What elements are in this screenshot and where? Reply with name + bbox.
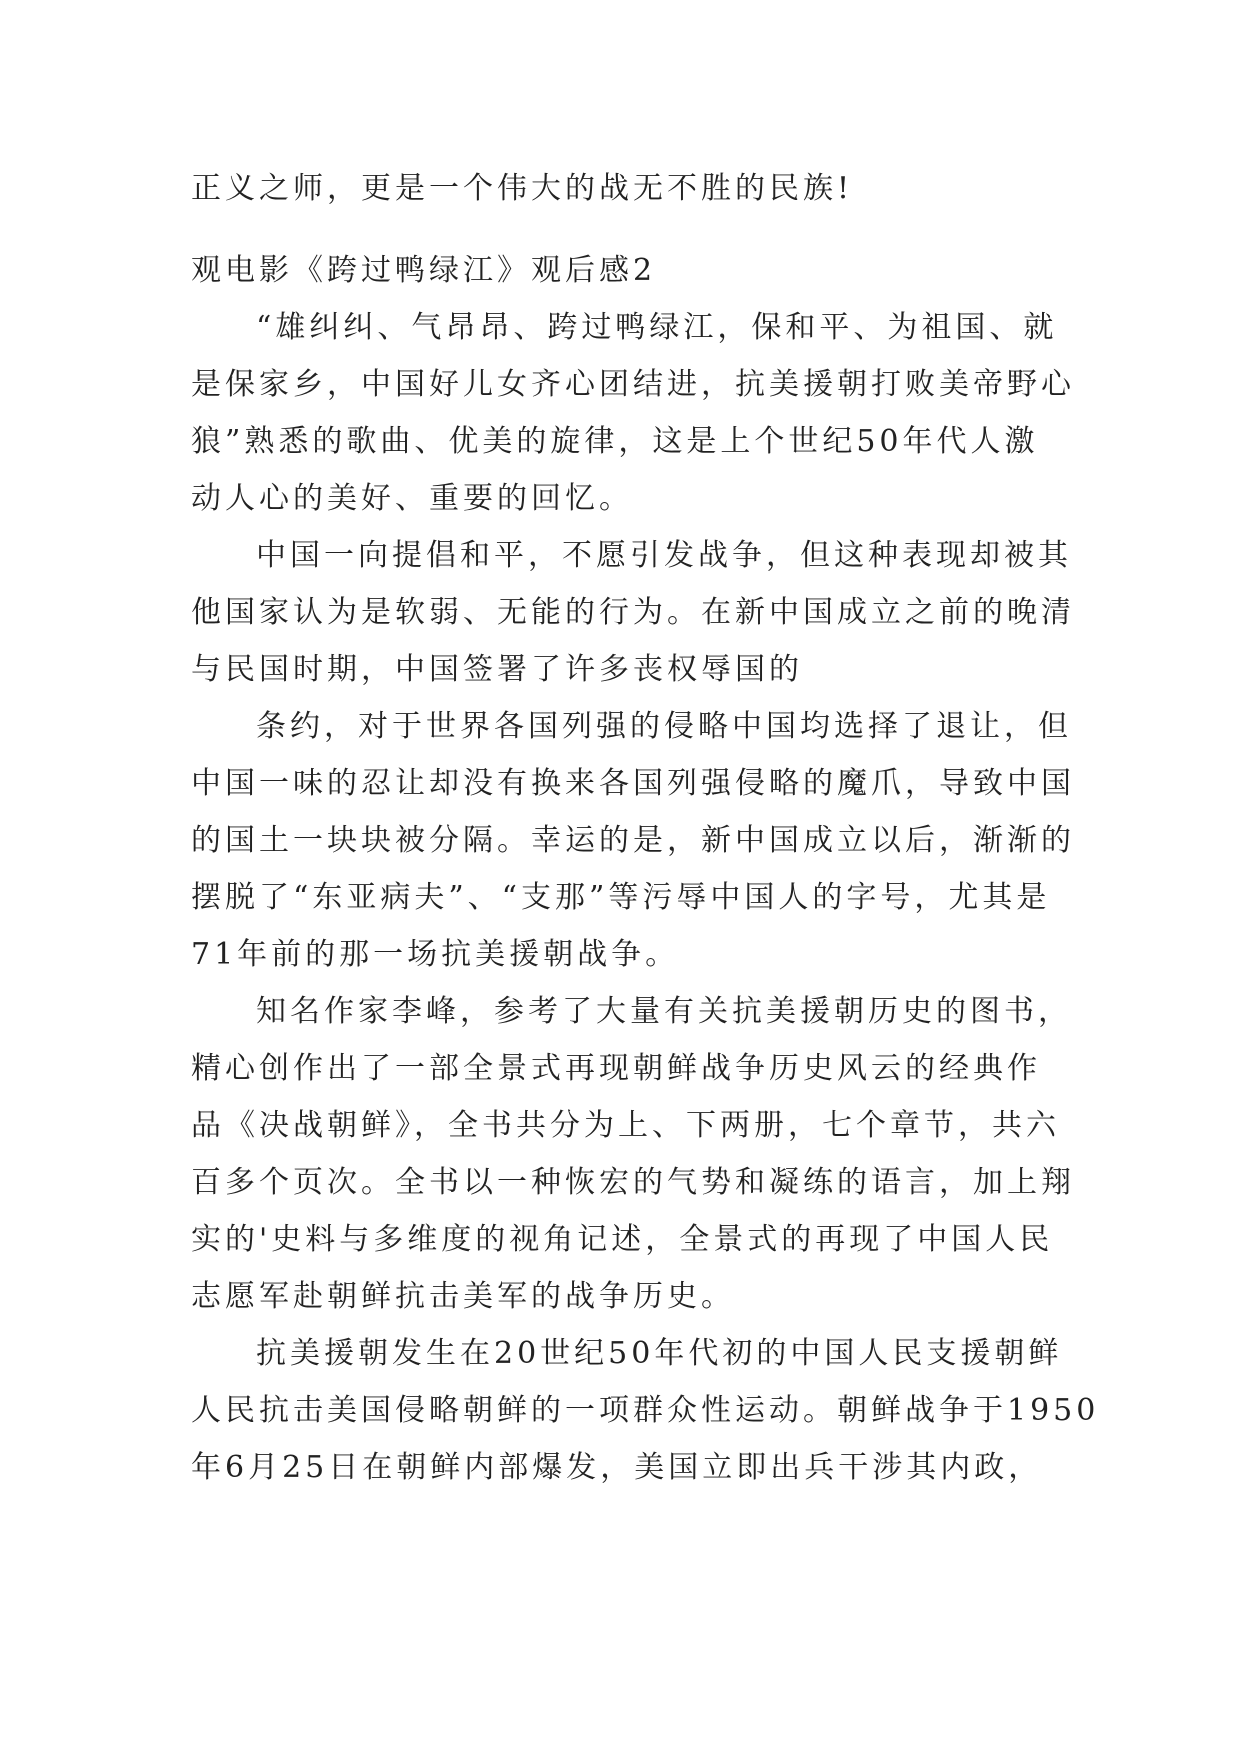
paragraph-line: 摆脱了“东亚病夫”、“支那”等污辱中国人的字号，尤其是	[191, 880, 1051, 915]
paragraph-line: 是保家乡，中国好儿女齐心团结进，抗美援朝打败美帝野心	[191, 367, 1075, 402]
paragraph-line: 精心创作出了一部全景式再现朝鲜战争历史风云的经典作	[191, 1051, 1041, 1086]
paragraph-line: 知名作家李峰，参考了大量有关抗美援朝历史的图书，	[256, 994, 1072, 1029]
paragraph-line: 他国家认为是软弱、无能的行为。在新中国成立之前的晚清	[191, 595, 1075, 630]
paragraph-line: 中国一味的忍让却没有换来各国列强侵略的魔爪，导致中国	[191, 766, 1075, 801]
paragraph-line: “雄纠纠、气昂昂、跨过鸭绿江，保和平、为祖国、就	[256, 310, 1058, 345]
paragraph-line: 抗美援朝发生在20世纪50年代初的中国人民支援朝鲜	[256, 1336, 1063, 1371]
paragraph-line: 品《决战朝鲜》，全书共分为上、下两册，七个章节，共六	[191, 1108, 1060, 1143]
paragraph-line: 的国土一块块被分隔。幸运的是，新中国成立以后，渐渐的	[191, 823, 1075, 858]
paragraph-line: 人民抗击美国侵略朝鲜的一项群众性运动。朝鲜战争于1950	[191, 1393, 1100, 1428]
paragraph-line: 实的'史料与多维度的视角记述，全景式的再现了中国人民	[191, 1222, 1054, 1257]
paragraph-line: 与民国时期，中国签署了许多丧权辱国的	[191, 652, 803, 687]
paragraph-line: 志愿军赴朝鲜抗击美军的战争历史。	[191, 1279, 735, 1314]
section-title: 观电影《跨过鸭绿江》观后感2	[191, 253, 657, 288]
paragraph-line: 条约，对于世界各国列强的侵略中国均选择了退让，但	[256, 709, 1072, 744]
paragraph-line: 中国一向提倡和平，不愿引发战争，但这种表现却被其	[256, 538, 1072, 573]
paragraph-line: 百多个页次。全书以一种恢宏的气势和凝练的语言，加上翔	[191, 1165, 1075, 1200]
paragraph-line: 71年前的那一场抗美援朝战争。	[191, 937, 680, 972]
paragraph-line: 狼”熟悉的歌曲、优美的旋律，这是上个世纪50年代人激	[191, 424, 1039, 459]
closing-line: 正义之师，更是一个伟大的战无不胜的民族!	[191, 171, 854, 206]
paragraph-line: 年6月25日在朝鲜内部爆发，美国立即出兵干涉其内政，	[191, 1450, 1043, 1485]
paragraph-line: 动人心的美好、重要的回忆。	[191, 481, 633, 516]
